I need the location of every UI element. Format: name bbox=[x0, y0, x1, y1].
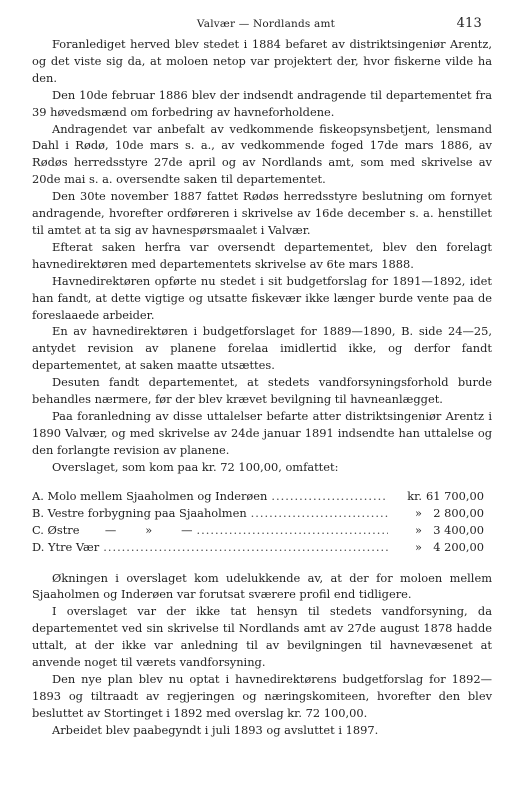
paragraph: Arbeidet blev paabegyndt i juli 1893 og avsluttet i 1897. bbox=[52, 722, 379, 737]
estimate-label: D. Ytre Vær bbox=[32, 539, 100, 554]
dot-leader bbox=[251, 505, 388, 522]
dot-leader bbox=[103, 539, 388, 556]
estimate-unit: » bbox=[415, 505, 422, 520]
dot-leader bbox=[197, 522, 388, 539]
estimate-row bbox=[32, 522, 492, 539]
paragraph: En av havnedirektøren i budgetforslaget for 1889—1890, B. side 24—25, antydet revision av planene forelaa imidlertid ikke, og derfor fandt departementet, at saken maatte utsættes. bbox=[32, 324, 492, 373]
paragraph: Paa foranledning av disse uttalelser befarte atter distriktsingeniør Arentz i 1890 Valvær, og med skrivelse av 24de januar 1891 indsendte han uttalelse og den forlangte revision av planene. bbox=[32, 408, 492, 457]
paragraph: Andragendet var anbefalt av vedkommende fiskeopsynsbetjent, lensmand Dahl i Rødø, 10de mars s. a., av vedkommende foged 17de mars 1886, av Rødøs herredsstyre 27de april og av Nordlands amt, som med skrivelse av 20de mai s. a. oversendte saken til departementet. bbox=[32, 121, 492, 187]
estimate-list bbox=[32, 488, 492, 556]
estimate-row bbox=[32, 505, 492, 522]
paragraph: Desuten fandt departementet, at stedets vandforsyningsforhold burde behandles nærmere, før der blev krævet bevilgning til havneanlægget. bbox=[32, 375, 492, 407]
estimate-row bbox=[32, 488, 492, 505]
paragraph: Efterat saken herfra var oversendt departementet, blev den forelagt havnedirektøren med departementets skrivelse av 6te mars 1888. bbox=[32, 239, 492, 271]
estimate-amount: 3 400,00 bbox=[433, 522, 484, 537]
paragraph: Overslaget, som kom paa kr. 72 100,00, omfattet: bbox=[52, 459, 339, 474]
estimate-label: A. Molo mellem Sjaaholmen og Inderøen bbox=[32, 488, 268, 503]
running-header bbox=[32, 14, 500, 36]
estimate-amount: 61 700,00 bbox=[426, 488, 484, 503]
paragraph: Foranlediget herved blev stedet i 1884 befaret av distriktsingeniør Arentz, og det viste sig da, at moloen netop var projektert der, hvor fiskerne vilde ha den. bbox=[32, 37, 492, 85]
estimate-unit: » bbox=[415, 539, 422, 554]
estimate-amount: 2 800,00 bbox=[433, 505, 484, 520]
estimate-unit: kr. bbox=[407, 488, 422, 503]
paragraph: Den nye plan blev nu optat i havnedirektørens budgetforslag for 1892—1893 og tiltraadt av regjeringen og næringskomiteen, hvorefter den blev besluttet av Stortinget i 1892 med overslag kr. 72 100,00. bbox=[32, 672, 492, 720]
page-number: 413 bbox=[456, 16, 482, 31]
running-title: Valvær — Nordlands amt bbox=[196, 18, 336, 30]
paragraph: Den 30te november 1887 fattet Rødøs herredsstyre beslutning om fornyet andragende, hvorefter ordføreren i skrivelse av 16de december s. a. henstillet til amtet at ta sig av havnespørsmaalet i Valvær. bbox=[32, 189, 492, 237]
estimate-unit: » bbox=[415, 522, 422, 537]
paragraph: Havnedirektøren opførte nu stedet i sit budgetforslag for 1891—1892, idet han fandt, at dette vigtige og utsatte fiskevær ikke længer burde vente paa de foreslaaede arbeider. bbox=[32, 273, 492, 322]
body-text bbox=[32, 36, 492, 739]
estimate-label: B. Vestre forbygning paa Sjaaholmen bbox=[32, 505, 247, 520]
dot-leader bbox=[271, 488, 388, 505]
paragraph: Økningen i overslaget kom udelukkende av, at der for moloen mellem Sjaaholmen og Inderøen var forutsat sværere profil end tidligere. bbox=[32, 570, 492, 602]
estimate-row bbox=[32, 539, 492, 556]
estimate-amount: 4 200,00 bbox=[433, 539, 484, 554]
paragraph: Den 10de februar 1886 blev der indsendt andragende til departementet fra 39 høvedsmænd om forbedring av havneforholdene. bbox=[32, 87, 492, 119]
estimate-label: C. Østre — » — bbox=[32, 522, 193, 537]
paragraph: I overslaget var der ikke tat hensyn til stedets vandforsyning, da departementet ved sin skrivelse til Nordlands amt av 27de august 1878 hadde uttalt, at der ikke var anledning til av bevilgningen til havnevæsenet at anvende noget til værets vandforsyning. bbox=[32, 604, 492, 670]
